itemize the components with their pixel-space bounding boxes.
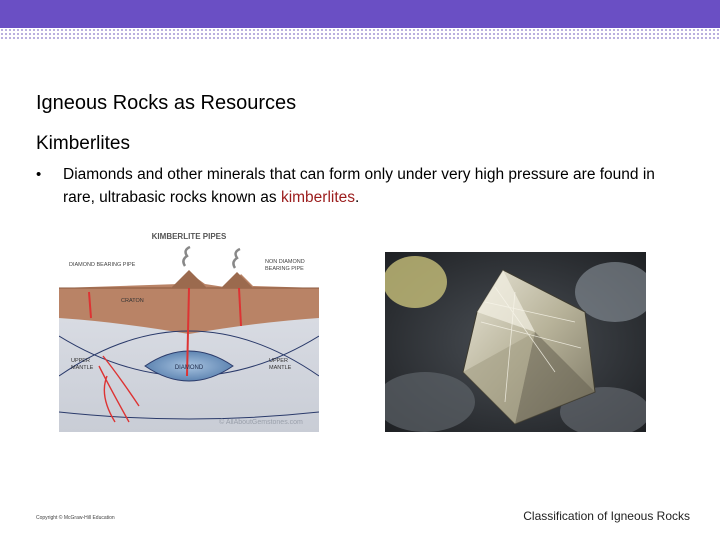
- bullet-highlight-term: kimberlites: [280, 189, 356, 206]
- bullet-text-end: .: [355, 189, 360, 206]
- left-pipe-cone: [171, 270, 207, 288]
- label-upper-mantle-left-2: MANTLE: [71, 365, 94, 371]
- slide-title: Igneous Rocks as Resources: [36, 92, 297, 114]
- right-pipe-cone: [221, 272, 253, 288]
- yellow-crystal: [385, 256, 447, 308]
- header-dot-pattern: [0, 28, 720, 40]
- label-diamond: DIAMOND: [174, 365, 204, 371]
- label-upper-mantle-right-1: UPPER: [269, 358, 288, 364]
- label-upper-mantle-right-2: MANTLE: [269, 365, 292, 371]
- footer-copyright: Copyright © McGraw-Hill Education: [36, 515, 115, 521]
- slide-subtitle: Kimberlites: [36, 133, 130, 154]
- bullet-marker: •: [36, 166, 42, 183]
- diagram-watermark: © AllAboutGemstones.com: [219, 419, 303, 426]
- label-diamond-pipe: DIAMOND BEARING PIPE: [69, 262, 136, 268]
- kimberlite-diagram: [59, 226, 319, 432]
- label-upper-mantle-left-1: UPPER: [71, 358, 90, 364]
- label-craton: CRATON: [121, 298, 144, 304]
- bullet-text-main: Diamonds and other minerals that can form only under very high pressure are found in rare, ultrabasic rocks known as: [63, 166, 655, 206]
- smoke-right: [233, 249, 240, 268]
- label-non-diamond-pipe-2: BEARING PIPE: [265, 266, 304, 272]
- diagram-heading: KIMBERLITE PIPES: [151, 232, 227, 241]
- label-non-diamond-pipe-1: NON DIAMOND: [265, 259, 305, 265]
- footer-section-title: Classification of Igneous Rocks: [523, 509, 690, 523]
- rough-diamond-photo: [385, 252, 646, 432]
- smoke-left: [183, 247, 190, 266]
- header-bar: [0, 0, 720, 28]
- bullet-text: [63, 163, 663, 209]
